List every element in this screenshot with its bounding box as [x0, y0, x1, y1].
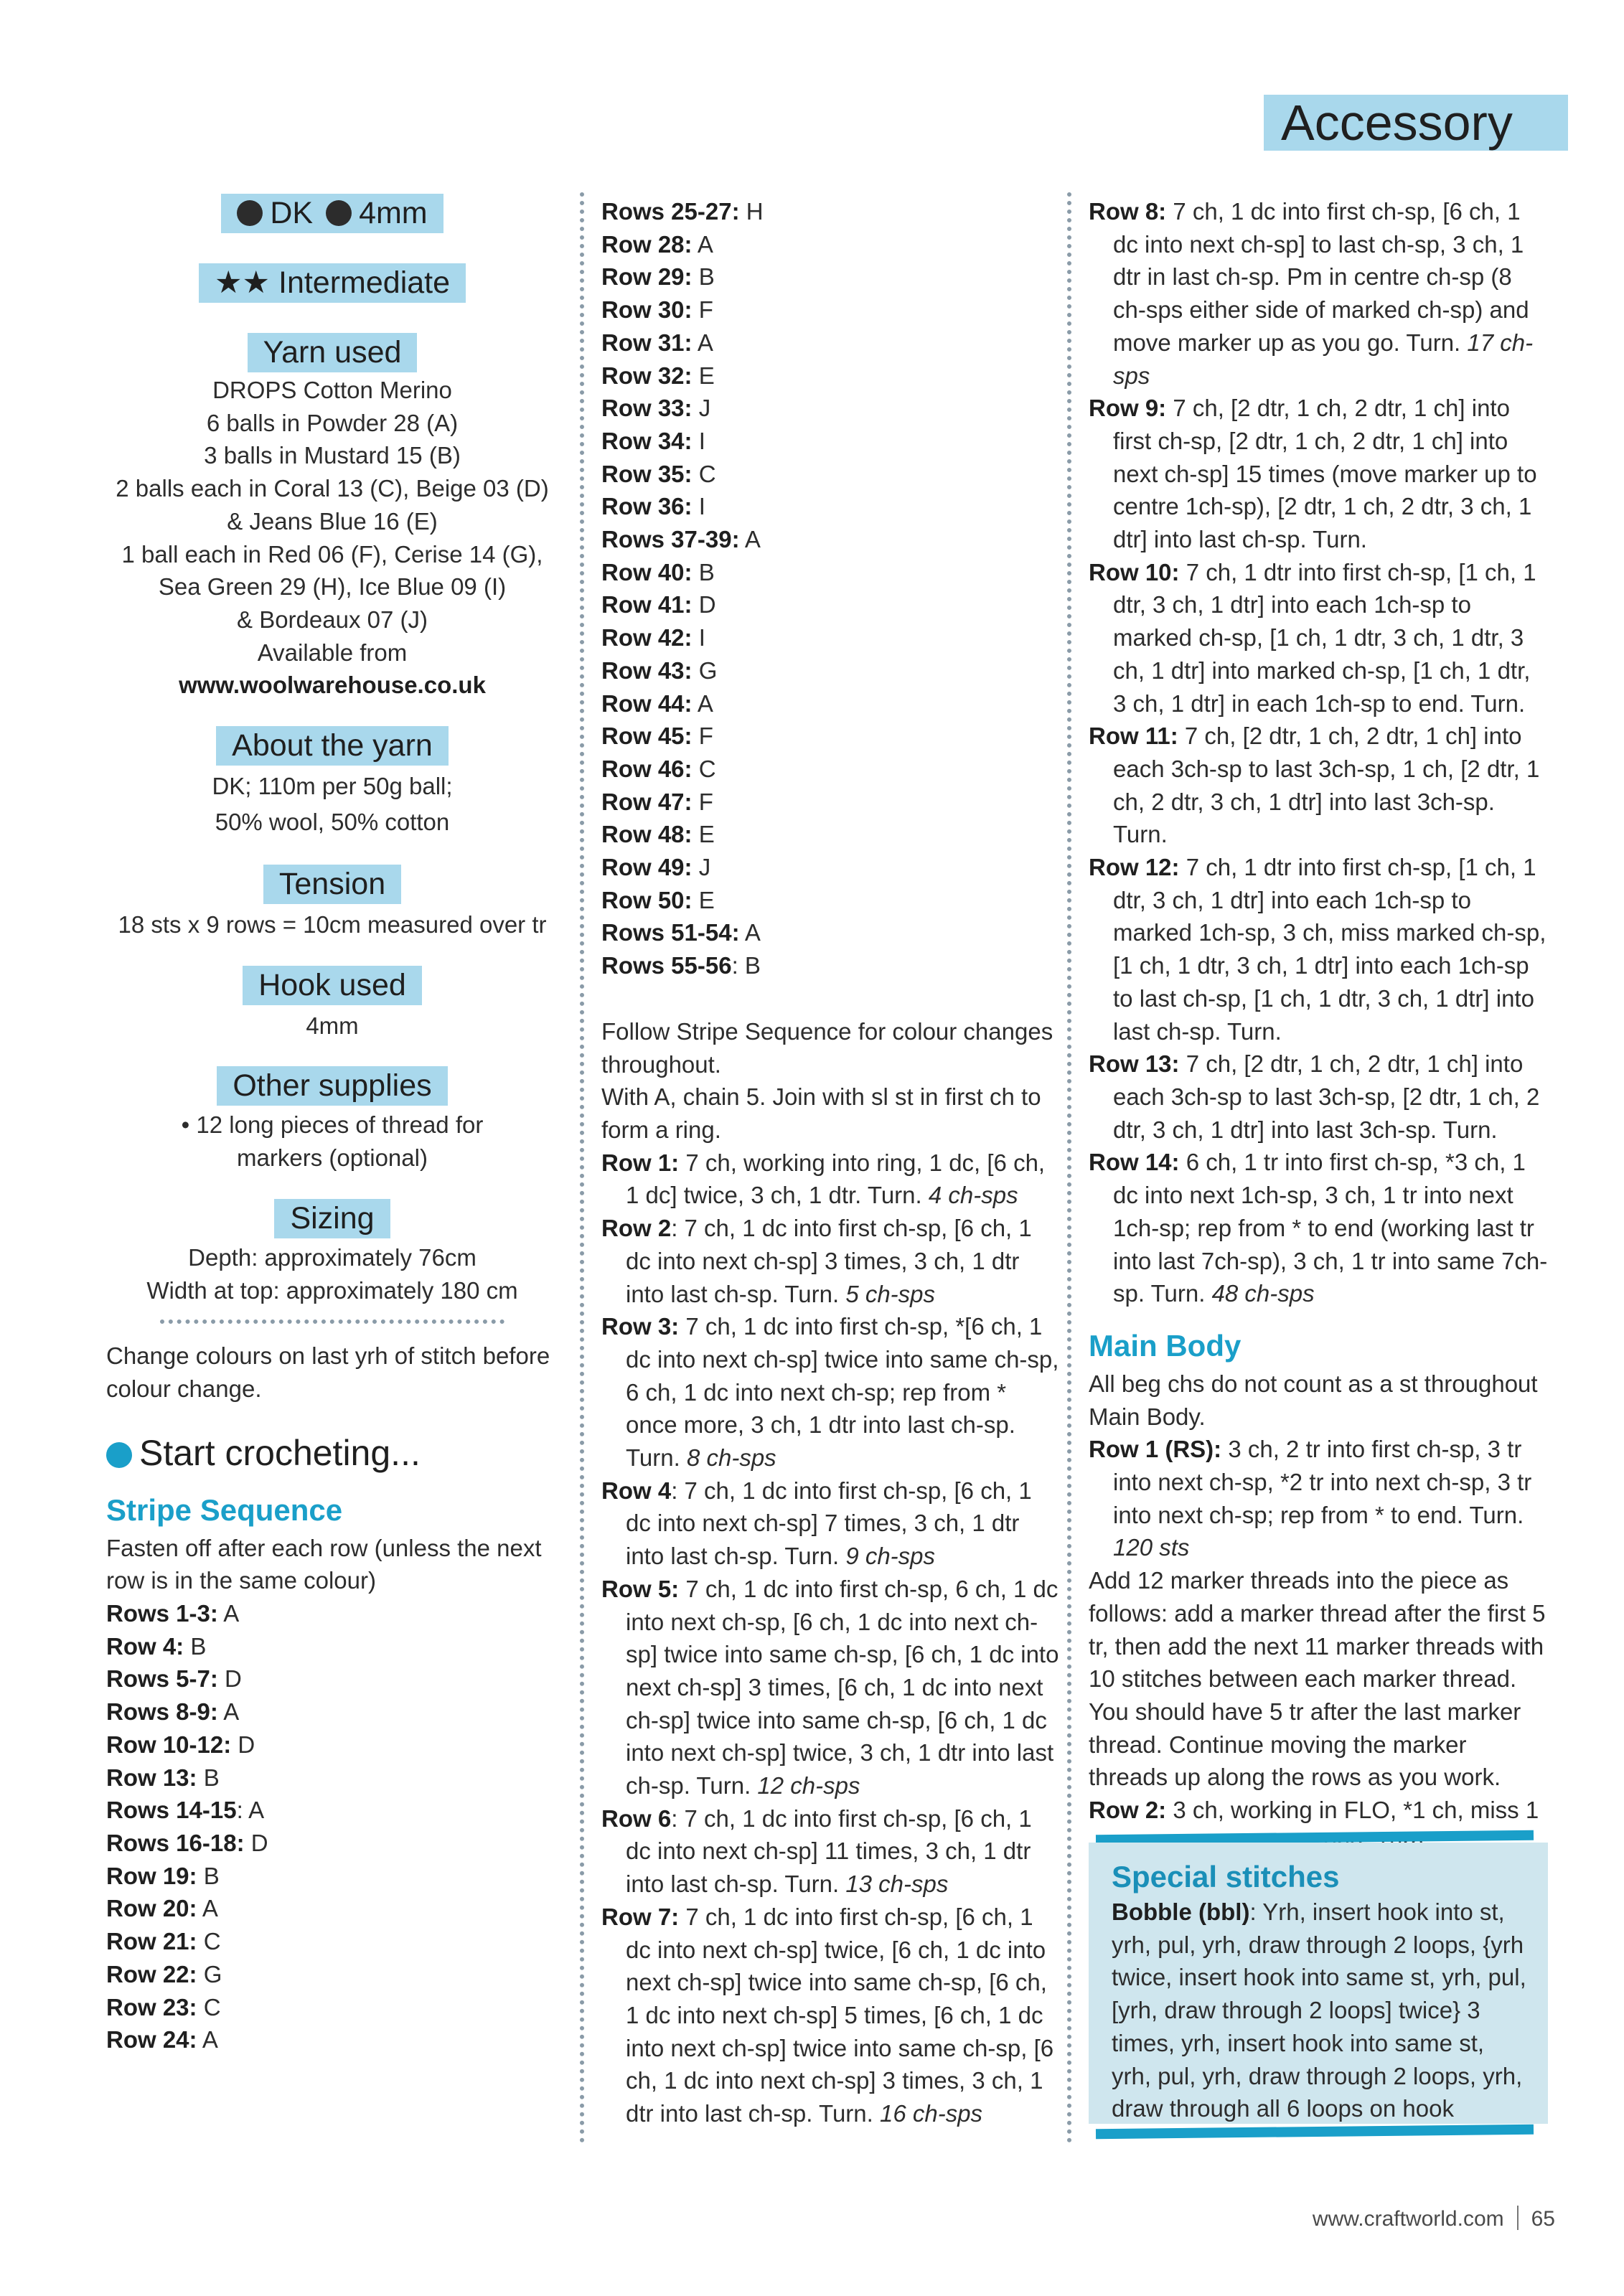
row-text: 6 ch, 1 tr into first ch-sp, *3 ch, 1 dc into next 1ch-sp, 3 ch, 1 tr into next 1ch-sp; rep from * to end (working last tr into last 7ch-sp), 3 ch, 1 tr into same 7ch-sp. Turn. [1113, 1149, 1548, 1307]
bobble-instructions [1112, 1896, 1526, 2125]
row-label: Row 2: [1089, 1797, 1167, 1824]
stripe-label: Row 34: [601, 427, 693, 454]
stripe-label: Rows 55-56 [601, 952, 732, 979]
stripe-colour: A [217, 1698, 240, 1726]
stripe-row [106, 1827, 558, 1860]
stripe-list [106, 1597, 558, 2056]
stripe-row [106, 1860, 558, 1893]
bobble-label: Bobble (bbl) [1112, 1899, 1250, 1925]
row-label: Row 12: [1089, 854, 1180, 881]
stripe-row [106, 1728, 558, 1761]
stripe-label: Row 41: [601, 591, 693, 618]
colour-change-note: Change colours on last yrh of stitch before colour change. [106, 1342, 550, 1402]
footer-separator [1517, 2206, 1519, 2230]
about-yarn-line: DK; 110m per 50g ball; [212, 773, 453, 800]
stripe-label: Row 43: [601, 657, 693, 684]
stripe-label: Row 20: [106, 1895, 197, 1922]
yarn-used-heading: Yarn used [248, 333, 418, 372]
row-text: 3 ch, working in FLO, *1 ch, miss 1 [1173, 1797, 1539, 1824]
stitch-count: 17 ch-sps [1113, 329, 1534, 389]
row-text: 7 ch, 1 dc into first ch-sp, 6 ch, 1 dc into next ch-sp, [6 ch, 1 dc into next ch-sp] twice into same ch-sp, [6 ch, 1 dc into next ch-sp] 3 times, [6 ch, 1 dc into next ch-sp] twice into same ch-sp, [6 ch, 1 dc into next ch-sp] twice, 3 ch, 1 dtr into last ch-sp. Turn. [626, 1575, 1059, 1799]
column-divider [580, 192, 584, 2144]
hook-icon [326, 200, 352, 226]
yarn-line: DROPS Cotton Merino [212, 377, 452, 403]
row-label: Row 11: [1089, 723, 1178, 750]
stripe-colour: D [231, 1731, 255, 1758]
row-text: 7 ch, 1 dc into first ch-sp, [6 ch, 1 dc into next ch-sp] to last ch-sp, 3 ch, 1 dtr in last ch-sp. Pm in centre ch-sp (8 ch-sps either side of marked ch-sp) and move marker up as you go. Turn. [1113, 198, 1529, 356]
stripe-row [601, 916, 1061, 949]
stripe-colour: : B [731, 952, 761, 979]
column-divider [1067, 192, 1071, 2144]
row-text: 7 ch, 1 dtr into first ch-sp, [1 ch, 1 dtr, 3 ch, 1 dtr] into each 1ch-sp to marked 1ch-sp, 3 ch, miss marked ch-sp, [1 ch, 1 dtr, 3 ch, 1 dtr] into each 1ch-sp to last ch-sp, [1 ch, 1 dtr, 3 ch, 1 dtr] into last ch-sp. Turn. [1113, 854, 1546, 1045]
row-label: Row 6 [601, 1805, 672, 1832]
stripe-label: Row 47: [601, 788, 693, 815]
stripe-list [601, 195, 1061, 982]
stripe-label: Row 29: [601, 263, 693, 291]
stripe-label: Row 45: [601, 723, 693, 750]
dotted-divider [160, 1319, 504, 1324]
stripe-row [601, 359, 1061, 392]
stripe-label: Row 49: [601, 854, 693, 881]
yarn-ball-icon [237, 200, 263, 226]
stripe-colour: D [244, 1829, 268, 1856]
stripe-colour: F [692, 788, 713, 815]
stripe-label: Rows 14-15 [106, 1797, 237, 1824]
stripe-colour: J [692, 854, 711, 881]
pattern-row [1089, 1048, 1548, 1146]
stripe-row [601, 260, 1061, 293]
row-text: 7 ch, 1 dc into first ch-sp, [6 ch, 1 dc into next ch-sp] twice, [6 ch, 1 dc into next ch-sp] twice into same ch-sp, [6 ch, 1 dc into next ch-sp] 5 times, [6 ch, 1 dc into next ch-sp] twice into same ch-sp, [6 ch, 1 dc into next ch-sp] 3 times, 3 ch, 1 dtr into last ch-sp. Turn. [626, 1903, 1054, 2127]
stripe-label: Row 23: [106, 1993, 197, 2020]
stripe-row [601, 949, 1061, 982]
stripe-row [601, 195, 1061, 228]
main-row-1 [1089, 1433, 1548, 1564]
stripe-row [601, 392, 1061, 425]
follow-sequence-text: Follow Stripe Sequence for colour changes throughout. [601, 1017, 1053, 1078]
stripe-label: Row 19: [106, 1862, 197, 1889]
yarn-line: 1 ball each in Red 06 (F), Cerise 14 (G), [121, 540, 543, 568]
stripe-label: Rows 25-27: [601, 198, 740, 225]
row-label: Row 2 [601, 1215, 672, 1242]
pattern-row [1089, 720, 1548, 851]
stripe-label: Row 10-12: [106, 1731, 232, 1758]
stripe-row [601, 786, 1061, 819]
stripe-colour: A [692, 690, 713, 717]
stripe-colour: E [692, 886, 715, 913]
stripe-row [601, 654, 1061, 687]
stitch-count: 8 ch-sps [686, 1444, 776, 1472]
row-label: Row 9: [1089, 395, 1167, 422]
stripe-colour: A [217, 1600, 240, 1627]
row-text: : 7 ch, 1 dc into first ch-sp, [6 ch, 1 dc into next ch-sp] 3 times, 3 ch, 1 dtr into last ch-sp. Turn. [626, 1215, 1032, 1307]
pattern-row [1089, 1146, 1548, 1310]
stripe-label: Row 21: [106, 1928, 197, 1955]
row-text: : 7 ch, 1 dc into first ch-sp, [6 ch, 1 dc into next ch-sp] 7 times, 3 ch, 1 dtr into last ch-sp. Turn. [626, 1477, 1032, 1570]
stripe-label: Row 44: [601, 690, 693, 717]
stripe-row [106, 1597, 558, 1630]
stripe-row [106, 2023, 558, 2056]
stripe-colour: F [692, 723, 713, 750]
stripe-row [601, 588, 1061, 621]
about-yarn-heading: About the yarn [216, 726, 449, 766]
stripe-row [106, 1925, 558, 1958]
start-crocheting-heading [106, 1427, 558, 1479]
pattern-row [601, 1147, 1061, 1212]
stripe-colour: A [692, 230, 713, 258]
stripe-colour: B [197, 1764, 220, 1791]
supplier-url[interactable]: www.woolwarehouse.co.uk [179, 672, 486, 699]
bobble-text: : Yrh, insert hook into st, yrh, pul, yrh, draw through 2 loops, {yrh twice, insert hook into same st, yrh, pul, [yrh, draw through 2 loops] twice} 3 times, yrh, insert hook into same st, yrh, pul, yrh, draw through 2 loops, yrh, draw through all 6 loops on hook [1112, 1899, 1526, 2122]
row-text: 7 ch, 1 dtr into first ch-sp, [1 ch, 1 dtr, 3 ch, 1 dtr] into each 1ch-sp to marked ch-sp, [1 ch, 1 dtr, 3 ch, 1 dtr, 3 ch, 1 dtr] into marked ch-sp, [1 ch, 1 dtr, 3 ch, 1 dtr] in each 1ch-sp to end. Turn. [1113, 558, 1536, 717]
row-text: 7 ch, [2 dtr, 1 ch, 2 dtr, 1 ch] into first ch-sp, [2 dtr, 1 ch, 2 dtr, 1 ch] into next ch-sp] 15 times (move marker up to centre 1ch-sp), [2 dtr, 1 ch, 2 dtr, 3 ch, 1 dtr] into last ch-sp. Turn. [1113, 395, 1537, 553]
stripe-row [106, 1991, 558, 2024]
stripe-row [601, 720, 1061, 753]
yarn-line: Sea Green 29 (H), Ice Blue 09 (I) [158, 573, 507, 601]
row-text: : 7 ch, 1 dc into first ch-sp, [6 ch, 1 dc into next ch-sp] 11 times, 3 ch, 1 dtr into last ch-sp. Turn. [626, 1805, 1032, 1898]
yarn-line: 6 balls in Powder 28 (A) [206, 409, 459, 436]
section-title: Accessory [1281, 95, 1513, 151]
stripe-label: Row 13: [106, 1764, 197, 1791]
stripe-sequence-heading: Stripe Sequence [106, 1492, 343, 1527]
stripe-colour: J [692, 395, 711, 422]
tension-heading: Tension [263, 865, 401, 904]
stripe-colour: G [197, 1960, 222, 1987]
stripe-label: Row 32: [601, 362, 693, 389]
stripe-colour: B [692, 263, 715, 291]
stripe-label: Row 4: [106, 1632, 184, 1660]
stripe-colour: A [739, 526, 761, 553]
pattern-row [1089, 851, 1548, 1048]
stripe-colour: A [739, 919, 761, 946]
stripe-row [601, 818, 1061, 851]
row-label: Row 7: [601, 1903, 680, 1930]
tension-text: 18 sts x 9 rows = 10cm measured over tr [118, 911, 547, 938]
supplies-line: • 12 long pieces of thread for [181, 1111, 484, 1139]
stripe-row [601, 458, 1061, 491]
sizing-line: Depth: approximately 76cm [188, 1243, 477, 1271]
stripe-colour: I [692, 427, 705, 454]
pattern-row [601, 1310, 1061, 1474]
sizing-heading: Sizing [274, 1199, 390, 1238]
section-tab [1264, 95, 1568, 151]
page-number: 65 [1531, 2207, 1555, 2231]
stripe-label: Rows 1-3: [106, 1600, 218, 1627]
stripe-label: Rows 5-7: [106, 1665, 218, 1693]
pattern-row [1089, 556, 1548, 720]
stripe-row [601, 228, 1061, 261]
stripe-row [106, 1695, 558, 1728]
pattern-row [601, 1573, 1061, 1802]
stripe-label: Row 24: [106, 2026, 197, 2053]
row-text: 7 ch, working into ring, 1 dc, [6 ch, 1 dc] twice, 3 ch, 1 dtr. Turn. [626, 1149, 1046, 1209]
stripe-colour: E [692, 821, 715, 848]
stripe-colour: C [692, 755, 716, 782]
row-label: Row 14: [1089, 1149, 1180, 1176]
stripe-label: Row 36: [601, 493, 693, 520]
stripe-colour: A [692, 329, 713, 356]
stripe-label: Row 50: [601, 886, 693, 913]
about-yarn-line: 50% wool, 50% cotton [215, 809, 450, 836]
yarn-line: Available from [257, 639, 408, 666]
stripe-colour: D [217, 1665, 242, 1693]
stripe-row [601, 621, 1061, 654]
stripe-row [601, 753, 1061, 786]
box-accent-bottom [1096, 2125, 1534, 2139]
yarn-ball-icon [106, 1442, 132, 1468]
stripe-label: Row 33: [601, 395, 693, 422]
row-label: Row 1 (RS): [1089, 1436, 1222, 1463]
other-supplies-heading: Other supplies [217, 1066, 447, 1106]
stripe-row [601, 490, 1061, 523]
stripe-row [601, 851, 1061, 884]
stripe-row [601, 425, 1061, 458]
column-3 [1089, 195, 1548, 1859]
pattern-row [601, 1901, 1061, 2130]
row-label: Row 8: [1089, 198, 1167, 225]
stripe-label: Rows 51-54: [601, 919, 740, 946]
page-footer [1313, 2206, 1555, 2231]
yarn-used-list [106, 374, 558, 702]
yarn-weight-badge [221, 194, 443, 233]
row-label: Row 13: [1089, 1050, 1180, 1078]
stripe-colour: E [692, 362, 715, 389]
stripe-row [601, 687, 1061, 720]
yarn-line: & Bordeaux 07 (J) [237, 606, 428, 633]
stripe-row [106, 1662, 558, 1695]
stripe-row [106, 1892, 558, 1925]
supplies-line: markers (optional) [237, 1144, 428, 1172]
stitch-count: 9 ch-sps [845, 1543, 936, 1570]
row-instructions [601, 1147, 1061, 2130]
stripe-label: Row 28: [601, 230, 693, 258]
pattern-row [1089, 195, 1548, 392]
row-text: 7 ch, [2 dtr, 1 ch, 2 dtr, 1 ch] into each 3ch-sp to last 3ch-sp, [2 dtr, 1 ch, 2 dtr, 3 ch, 1 dtr] into last 3ch-sp. Turn. [1113, 1050, 1540, 1143]
stripe-colour: C [197, 1928, 221, 1955]
special-stitches-heading: Special stitches [1112, 1860, 1340, 1893]
row-text: 7 ch, 1 dc into first ch-sp, *[6 ch, 1 dc into next ch-sp] twice into same ch-sp, 6 ch, 1 dc into next ch-sp; rep from * once more, 3 ch, 1 dtr into last ch-sp. Turn. [626, 1313, 1059, 1472]
footer-url[interactable]: www.craftworld.com [1312, 2207, 1504, 2231]
special-stitches-box [1089, 1832, 1548, 2137]
hook-used-text: 4mm [306, 1012, 359, 1039]
stripe-row [601, 556, 1061, 589]
yarn-line: 3 balls in Mustard 15 (B) [204, 442, 461, 469]
hook-size: 4mm [359, 196, 428, 230]
pattern-row [601, 1212, 1061, 1310]
stripe-label: Row 35: [601, 460, 693, 487]
stripe-colour: G [692, 657, 718, 684]
stripe-label: Rows 8-9: [106, 1698, 218, 1726]
stripe-colour: A [197, 1895, 218, 1922]
stitch-count: 48 ch-sps [1211, 1280, 1315, 1307]
foundation-chain-text: With A, chain 5. Join with sl st in first ch to form a ring. [601, 1083, 1041, 1143]
stitch-count: 4 ch-sps [928, 1182, 1018, 1209]
stripe-colour: I [692, 624, 705, 651]
stripe-row [601, 884, 1061, 917]
pattern-row [601, 1802, 1061, 1901]
stripe-colour: I [692, 493, 705, 520]
stripe-colour: : A [236, 1797, 265, 1824]
stripe-colour: A [197, 2026, 218, 2053]
stitch-count: 5 ch-sps [845, 1280, 936, 1307]
stripe-colour: C [197, 1993, 221, 2020]
stitch-count: 13 ch-sps [845, 1871, 949, 1898]
stripe-colour: B [184, 1632, 207, 1660]
stripe-row [601, 326, 1061, 359]
stripe-label: Rows 16-18: [106, 1829, 245, 1856]
stripe-colour: F [692, 296, 713, 324]
main-body-intro: All beg chs do not count as a st throughout Main Body. [1089, 1370, 1538, 1430]
stripe-row [106, 1761, 558, 1794]
stripe-label: Row 22: [106, 1960, 197, 1987]
start-crocheting-label: Start crocheting... [139, 1432, 421, 1473]
row-label: Row 3: [601, 1313, 680, 1340]
row-label: Row 5: [601, 1575, 680, 1602]
pattern-row [1089, 392, 1548, 556]
stripe-colour: B [692, 558, 715, 585]
row-label: Row 10: [1089, 558, 1180, 585]
row-text: 7 ch, [2 dtr, 1 ch, 2 dtr, 1 ch] into each 3ch-sp to last 3ch-sp, 1 ch, [2 dtr, 1 ch, 2 dtr, 3 ch, 1 dtr] into last 3ch-sp. Turn. [1113, 723, 1540, 848]
main-body-heading: Main Body [1089, 1328, 1242, 1363]
stripe-label: Rows 37-39: [601, 526, 740, 553]
stripe-label: Row 40: [601, 558, 693, 585]
stripe-label: Row 42: [601, 624, 693, 651]
yarn-line: 2 balls each in Coral 13 (C), Beige 03 (D) [116, 475, 549, 502]
stripe-colour: D [692, 591, 716, 618]
stripe-row [601, 523, 1061, 556]
column-1 [106, 195, 558, 2056]
row-instructions [1089, 195, 1548, 1310]
marker-instructions: Add 12 marker threads into the piece as follows: add a marker thread after the first 5 tr, then add the next 11 marker threads with 10 stitches between each marker thread. You should have 5 tr after the last marker thread. Continue moving the marker threads up along the rows as you work. [1089, 1567, 1546, 1791]
pattern-row [601, 1474, 1061, 1573]
row-label: Row 4 [601, 1477, 672, 1504]
hook-used-heading: Hook used [243, 966, 422, 1005]
column-2 [601, 195, 1061, 2130]
stripe-colour: C [692, 460, 716, 487]
row-label: Row 1: [601, 1149, 680, 1176]
stripe-label: Row 30: [601, 296, 693, 324]
stripe-colour: H [739, 198, 764, 225]
sizing-line: Width at top: approximately 180 cm [146, 1276, 518, 1304]
stitch-count: 12 ch-sps [757, 1772, 860, 1799]
stitch-count: 120 sts [1113, 1534, 1190, 1561]
stripe-label: Row 46: [601, 755, 693, 782]
yarn-weight: DK [270, 196, 314, 230]
row-text: 3 ch, 2 tr into first ch-sp, 3 tr into next ch-sp, *2 tr into next ch-sp, 3 tr into next ch-sp; rep from * to end. Turn. [1113, 1436, 1532, 1528]
stripe-label: Row 48: [601, 821, 693, 848]
stripe-row [106, 1958, 558, 1991]
stripe-label: Row 31: [601, 329, 693, 356]
stripe-row [106, 1794, 558, 1827]
stripe-row [106, 1630, 558, 1663]
stitch-count: 16 ch-sps [879, 2100, 983, 2127]
skill-level: ★★ Intermediate [199, 263, 466, 303]
special-stitches-panel [1089, 1843, 1548, 2124]
stripe-row [601, 293, 1061, 326]
yarn-line: & Jeans Blue 16 (E) [227, 507, 438, 535]
stripe-colour: B [197, 1862, 220, 1889]
stripe-intro: Fasten off after each row (unless the next row is in the same colour) [106, 1534, 542, 1594]
